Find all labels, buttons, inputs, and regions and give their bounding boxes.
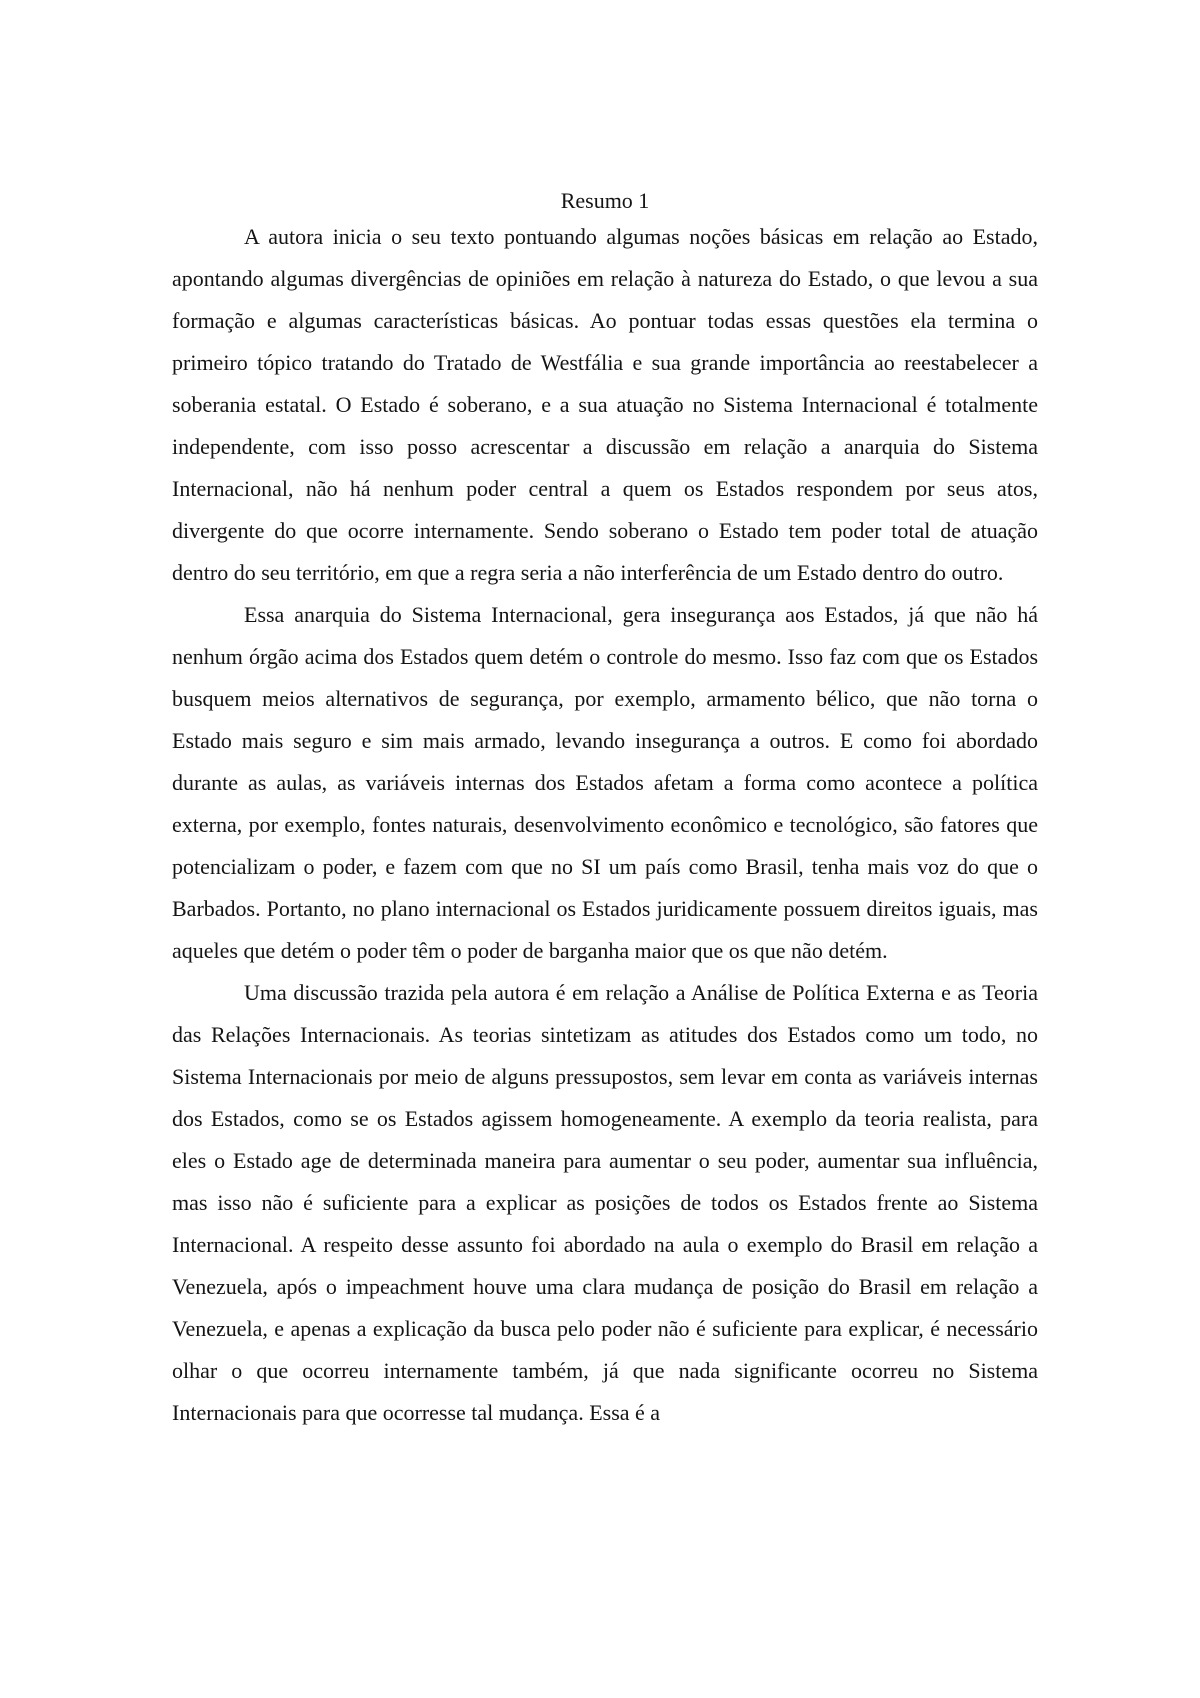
paragraph-1: A autora inicia o seu texto pontuando algumas noções básicas em relação ao Estado, apontando algumas divergências de opiniões em relação à natureza do Estado, o que levou a sua formação e algumas características básicas. Ao pontuar todas essas questões ela termina o primeiro tópico tratando do Tratado de Westfália e sua grande importância ao reestabelecer a soberania estatal. O Estado é soberano, e a sua atuação no Sistema Internacional é totalmente independente, com isso posso acrescentar a discussão em relação a anarquia do Sistema Internacional, não há nenhum poder central a quem os Estados respondem por seus atos, divergente do que ocorre internamente. Sendo soberano o Estado tem poder total de atuação dentro do seu território, em que a regra seria a não interferência de um Estado dentro do outro. — [172, 224, 1038, 585]
document-body — [172, 183, 1038, 1434]
paragraph-3: Uma discussão trazida pela autora é em relação a Análise de Política Externa e as Teoria das Relações Internacionais. As teorias sintetizam as atitudes dos Estados como um todo, no Sistema Internacionais por meio de alguns pressupostos, sem levar em conta as variáveis internas dos Estados, como se os Estados agissem homogeneamente. A exemplo da teoria realista, para eles o Estado age de determinada maneira para aumentar o seu poder, aumentar sua influência, mas isso não é suficiente para a explicar as posições de todos os Estados frente ao Sistema Internacional. A respeito desse assunto foi abordado na aula o exemplo do Brasil em relação a Venezuela, após o impeachment houve uma clara mudança de posição do Brasil em relação a Venezuela, e apenas a explicação da busca pelo poder não é suficiente para explicar, é necessário olhar o que ocorreu internamente também, já que nada significante ocorreu no Sistema Internacionais para que ocorresse tal mudança. Essa é a — [172, 980, 1038, 1425]
paragraph-2: Essa anarquia do Sistema Internacional, gera insegurança aos Estados, já que não há nenhum órgão acima dos Estados quem detém o controle do mesmo. Isso faz com que os Estados busquem meios alternativos de segurança, por exemplo, armamento bélico, que não torna o Estado mais seguro e sim mais armado, levando insegurança a outros. E como foi abordado durante as aulas, as variáveis internas dos Estados afetam a forma como acontece a política externa, por exemplo, fontes naturais, desenvolvimento econômico e tecnológico, são fatores que potencializam o poder, e fazem com que no SI um país como Brasil, tenha mais voz do que o Barbados. Portanto, no plano internacional os Estados juridicamente possuem direitos iguais, mas aqueles que detém o poder têm o poder de barganha maior que os que não detém. — [172, 602, 1038, 963]
document-title: Resumo 1 — [560, 188, 650, 213]
